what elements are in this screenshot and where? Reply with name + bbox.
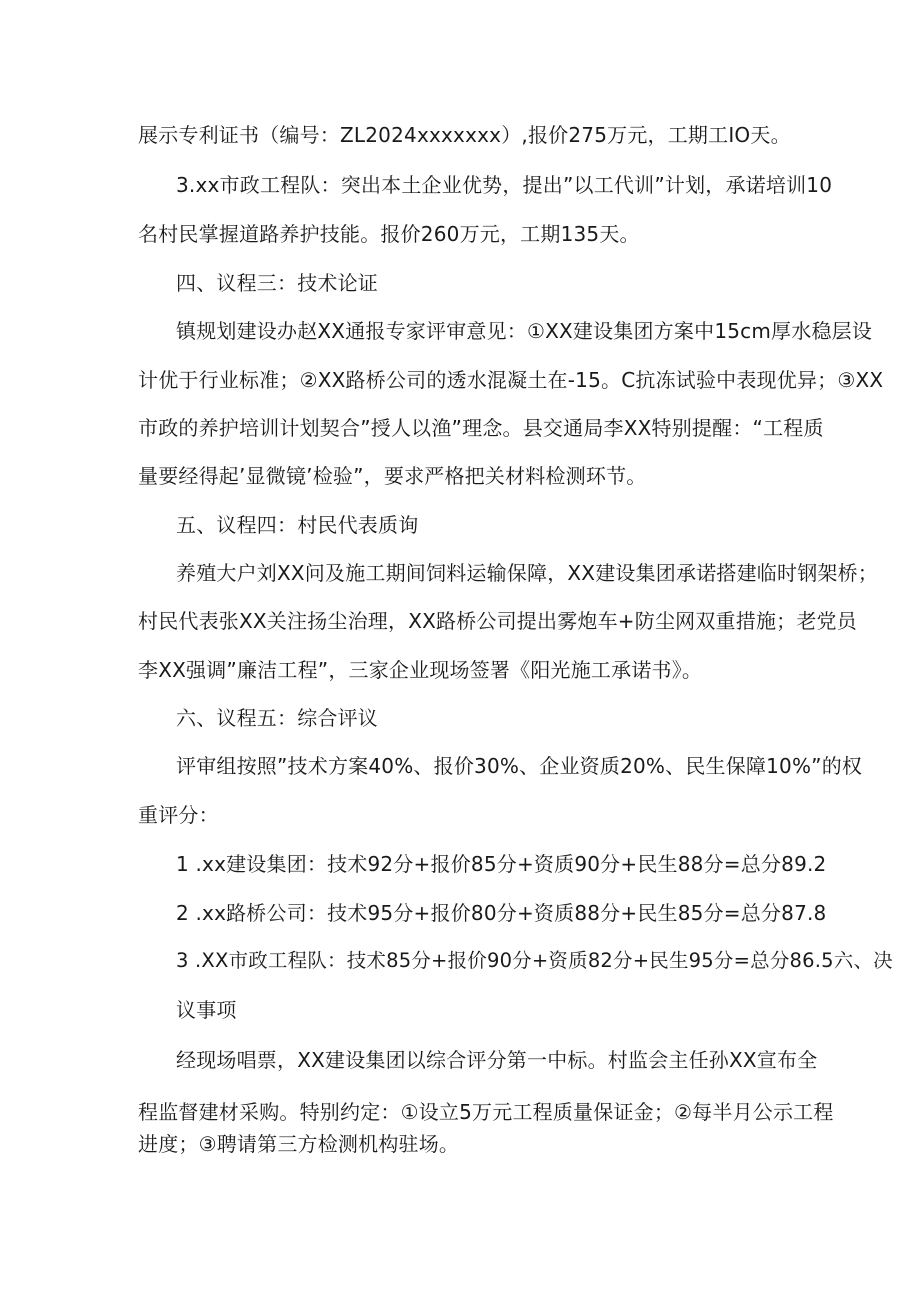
- section-heading: 四、议程三：技术论证: [176, 271, 378, 295]
- paragraph-line: 李XX强调”廉洁工程”，三家企业现场签署《阳光施工承诺书》。: [138, 658, 703, 682]
- paragraph-line: 经现场唱票，XX建设集团以综合评分第一中标。村监会主任孙XX宣布全: [176, 1048, 818, 1072]
- paragraph-line: 名村民掌握道路养护技能。报价260万元，工期135天。: [138, 222, 640, 246]
- paragraph-line: 评审组按照”技术方案40%、报价30%、企业资质20%、民生保障10%”的权: [176, 754, 863, 778]
- paragraph-line: 镇规划建设办赵XX通报专家评审意见：①XX建设集团方案中15cm厚水稳层设: [176, 319, 873, 343]
- score-item: 2 .xx路桥公司：技术95分+报价80分+资质88分+民生85分=总分87.8: [176, 901, 827, 925]
- paragraph-line: 村民代表张XX关注扬尘治理，XX路桥公司提出雾炮车+防尘网双重措施；老党员: [138, 609, 857, 633]
- paragraph-line: 重评分：: [138, 803, 219, 827]
- section-heading: 六、议程五：综合评议: [176, 706, 378, 730]
- score-item: 3 .XX市政工程队：技术85分+报价90分+资质82分+民生95分=总分86.5六、决: [176, 949, 893, 972]
- paragraph-line: 3.xx市政工程队：突出本土企业优势，提出”以工代训”计划，承诺培训10: [176, 173, 833, 197]
- section-heading: 五、议程四：村民代表质询: [176, 513, 419, 537]
- paragraph-line: 市政的养护培训计划契合”授人以渔”理念。县交通局李XX特别提醒：“工程质: [138, 416, 824, 440]
- paragraph-line: 程监督建材采购。特别约定：①设立5万元工程质量保证金；②每半月公示工程: [138, 1100, 834, 1124]
- paragraph-line: 进度；③聘请第三方检测机构驻场。: [138, 1132, 460, 1156]
- paragraph-line: 计优于行业标准；②XX路桥公司的透水混凝土在-15。C抗冻试验中表现优异；③XX: [138, 368, 884, 392]
- score-item: 1 .xx建设集团：技术92分+报价85分+资质90分+民生88分=总分89.2: [176, 852, 827, 876]
- section-heading: 议事项: [176, 998, 237, 1022]
- paragraph-line: 量要经得起’显微镜’检验”，要求严格把关材料检测环节。: [138, 464, 647, 488]
- paragraph-line: 养殖大户刘XX问及施工期间饲料运输保障，XX建设集团承诺搭建临时钢架桥；: [176, 561, 879, 585]
- paragraph-line: 展示专利证书（编号：ZL2024xxxxxxx）,报价275万元，工期工IO天。: [138, 123, 791, 147]
